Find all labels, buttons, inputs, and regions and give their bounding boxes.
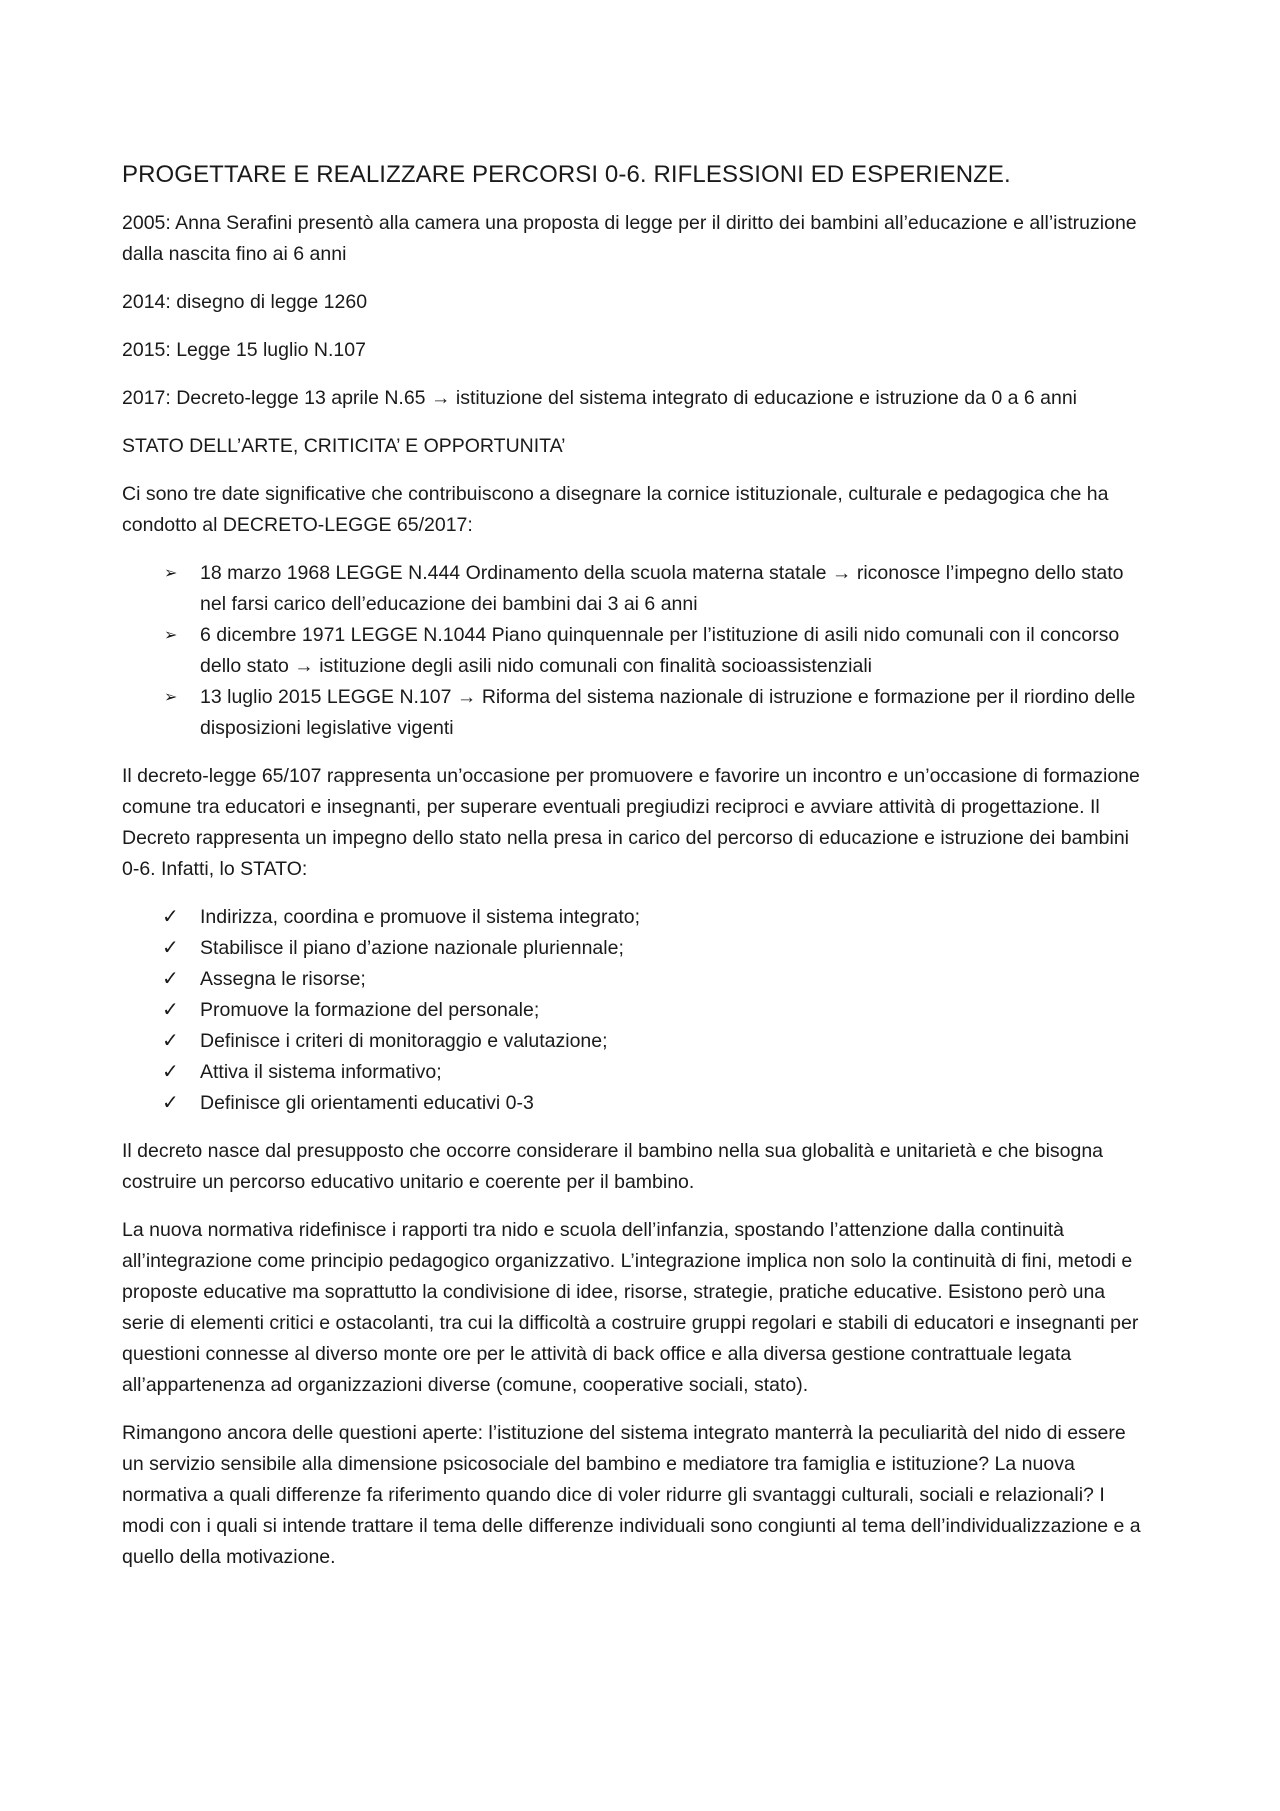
decree-paragraph: Il decreto-legge 65/107 rappresenta un’occasione per promuovere e favorire un incontro e un’occasione di formazione comune tra educatori e insegnanti, per superare eventuali pregiudizi reciproci e avviare attività di progettazione. Il Decreto rappresenta un impegno dello stato nella presa in carico del percorso di educazione e istruzione dei bambini 0-6. Infatti, lo STATO: [122,765,1140,880]
list-item [122,995,1150,1026]
checkmark-icon: ✓ [162,937,179,959]
date-item-text: 18 marzo 1968 LEGGE N.444 Ordinamento della scuola materna statale → riconosce l’impegno dello stato nel farsi carico dell’educazione dei bambini dai 3 ai 6 anni [200,562,1124,615]
checkmark-icon: ✓ [162,968,179,990]
date-item-text: 6 dicembre 1971 LEGGE N.1044 Piano quinquennale per l’istituzione di asili nido comunali con il concorso dello stato → istituzione degli asili nido comunali con finalità socioassistenziali [200,624,1120,677]
closing-paragraph-normativa: La nuova normativa ridefinisce i rapporti tra nido e scuola dell’infanzia, spostando l’attenzione dalla continuità all’integrazione come principio pedagogico organizzativo. L’integrazione implica non solo la continuità di fini, metodi e proposte educative ma soprattutto la condivisione di idee, risorse, strategie, pratiche educative. Esistono però una serie di elementi critici e ostacolanti, tra cui la difficoltà a costruire gruppi regolari e stabili di educatori e insegnanti per questioni connesse al diverso monte ore per le attività di back office e alla diversa gestione contrattuale legata all’appartenenza ad organizzazioni diverse (comune, cooperative sociali, stato). [122,1219,1139,1396]
arrow-bullet-icon: ➢ [164,627,178,644]
section-heading: STATO DELL’ARTE, CRITICITA’ E OPPORTUNITA’ [122,435,566,457]
list-item [122,1088,1150,1119]
duty-item-text: Promuove la formazione del personale; [200,999,540,1021]
intro-paragraph-2014: 2014: disegno di legge 1260 [122,291,368,313]
closing-paragraph-questions: Rimangono ancora delle questioni aperte: l’istituzione del sistema integrato manterrà la peculiarità del nido di essere un servizio sensibile alla dimensione psicosociale del bambino e mediatore tra famiglia e istituzione? La nuova normativa a quali differenze fa riferimento quando dice di voler ridurre gli svantaggi culturali, sociali e relazionali? I modi con i quali si intende trattare il tema delle differenze individuali sono congiunti al tema dell’individualizzazione e a quello della motivazione. [122,1422,1141,1568]
dates-list [122,558,1150,744]
list-item [122,1026,1150,1057]
list-item [122,964,1150,995]
document-title: PROGETTARE E REALIZZARE PERCORSI 0-6. RIFLESSIONI ED ESPERIENZE. [122,161,1011,188]
checkmark-icon: ✓ [162,1061,179,1083]
closing-paragraph-decree: Il decreto nasce dal presupposto che occorre considerare il bambino nella sua globalità e unitarietà e che bisogna costruire un percorso educativo unitario e coerente per il bambino. [122,1140,1104,1193]
checkmark-icon: ✓ [162,906,179,928]
list-item [122,902,1150,933]
checkmark-icon: ✓ [162,999,179,1021]
list-item [122,558,1150,620]
list-item [122,682,1150,744]
duty-item-text: Definisce i criteri di monitoraggio e valutazione; [200,1030,608,1052]
intro-paragraph-2005: 2005: Anna Serafini presentò alla camera una proposta di legge per il diritto dei bambini all’educazione e all’istruzione dalla nascita fino ai 6 anni [122,212,1137,265]
date-item-text: 13 luglio 2015 LEGGE N.107 → Riforma del sistema nazionale di istruzione e formazione per il riordino delle disposizioni legislative vigenti [200,686,1136,739]
duty-item-text: Stabilisce il piano d’azione nazionale pluriennale; [200,937,624,959]
list-item [122,1057,1150,1088]
state-duties-list [122,902,1150,1119]
intro-paragraph-2017: 2017: Decreto-legge 13 aprile N.65 → istituzione del sistema integrato di educazione e istruzione da 0 a 6 anni [122,387,1077,409]
checkmark-icon: ✓ [162,1030,179,1052]
dates-intro-paragraph: Ci sono tre date significative che contribuiscono a disegnare la cornice istituzionale, culturale e pedagogica che ha condotto al DECRETO-LEGGE 65/2017: [122,483,1109,536]
arrow-bullet-icon: ➢ [164,565,178,582]
intro-paragraph-2015: 2015: Legge 15 luglio N.107 [122,339,366,361]
list-item [122,620,1150,682]
checkmark-icon: ✓ [162,1092,179,1114]
list-item [122,933,1150,964]
arrow-bullet-icon: ➢ [164,689,178,706]
duty-item-text: Definisce gli orientamenti educativi 0-3 [200,1092,534,1114]
duty-item-text: Assegna le risorse; [200,968,366,990]
duty-item-text: Attiva il sistema informativo; [200,1061,442,1083]
duty-item-text: Indirizza, coordina e promuove il sistema integrato; [200,906,641,928]
